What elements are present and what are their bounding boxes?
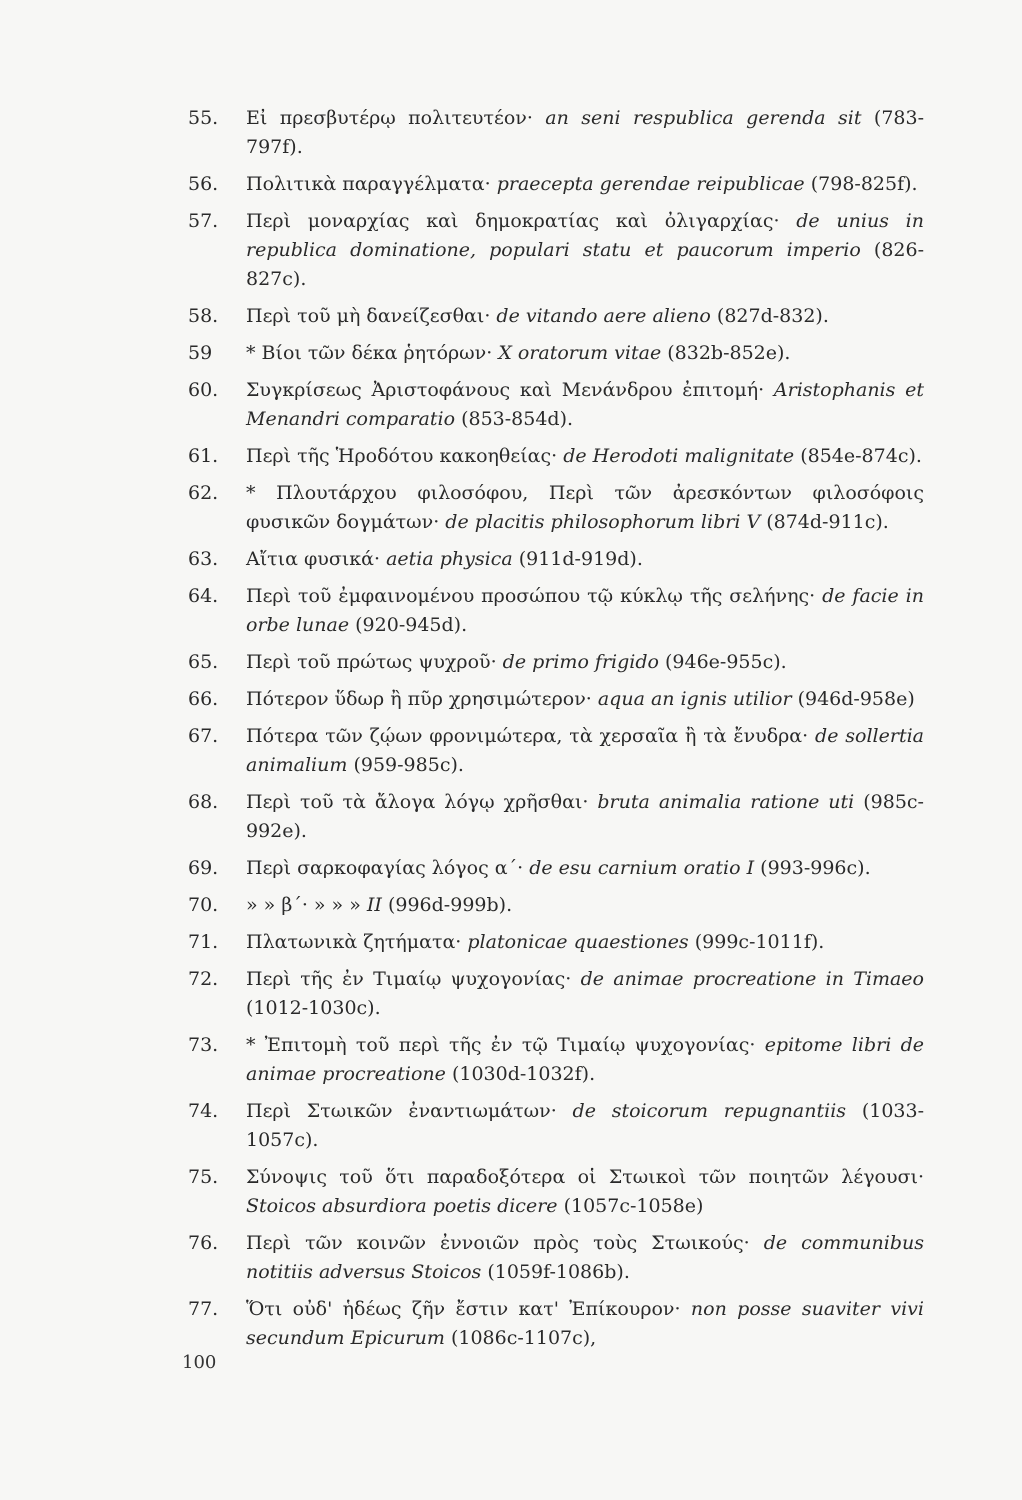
page-reference: (832b-852e). xyxy=(667,342,791,364)
latin-title: de facie in orbe lunae xyxy=(246,585,924,636)
page-reference: (1057c-1058e) xyxy=(563,1195,704,1217)
entry-number: 68. xyxy=(188,791,219,813)
list-item xyxy=(188,1031,924,1089)
list-item xyxy=(188,928,924,957)
latin-title: X oratorum vitae xyxy=(498,342,662,364)
greek-title: Περὶ τοῦ ἐμφαινομένου προσώπου τῷ κύκλῳ τῆς σελήνης· xyxy=(246,585,816,607)
page-reference: (959-985c). xyxy=(353,754,464,776)
list-item xyxy=(188,582,924,640)
greek-title: Περὶ μοναρχίας καὶ δημοκρατίας καὶ ὀλιγαρχίας· xyxy=(246,210,780,232)
page-reference: (826-827c). xyxy=(246,239,925,290)
greek-title: * Ἐπιτομὴ τοῦ περὶ τῆς ἐν τῷ Τιμαίῳ ψυχογονίας· xyxy=(246,1034,756,1056)
latin-title: de stoicorum repugnantiis xyxy=(572,1100,847,1122)
list-item xyxy=(188,648,924,677)
page-reference: (854e-874c). xyxy=(800,445,922,467)
entry-number: 72. xyxy=(188,968,219,990)
latin-title: de animae procreatione in Timaeo xyxy=(580,968,924,990)
entry-text xyxy=(246,965,924,1023)
greek-title: Συγκρίσεως Ἀριστοφάνους καὶ Μενάνδρου ἐπιτομή· xyxy=(246,379,765,401)
greek-title: Πότερον ὕδωρ ἢ πῦρ χρησιμώτερον· xyxy=(246,688,592,710)
entry-number: 58. xyxy=(188,305,219,327)
latin-title: aqua an ignis utilior xyxy=(597,688,792,710)
greek-title: Περὶ τοῦ μὴ δανείζεσθαι· xyxy=(246,305,491,327)
entry-text xyxy=(246,1031,924,1089)
greek-title: Αἴτια φυσικά· xyxy=(246,548,381,570)
entry-number: 74. xyxy=(188,1100,219,1122)
list-item xyxy=(188,891,924,920)
list-item xyxy=(188,442,924,471)
list-item xyxy=(188,1097,924,1155)
list-item xyxy=(188,854,924,883)
greek-title: Πότερα τῶν ζῴων φρονιμώτερα, τὰ χερσαῖα ἢ τὰ ἔνυδρα· xyxy=(246,725,809,747)
entry-text xyxy=(246,582,924,640)
entry-text xyxy=(246,170,924,199)
greek-title: Πολιτικὰ παραγγέλματα· xyxy=(246,173,491,195)
entry-text xyxy=(246,339,924,368)
greek-title: * Πλουτάρχου φιλοσόφου, Περὶ τῶν ἀρεσκόντων φιλοσόφοις φυσικῶν δογμάτων· xyxy=(246,482,924,533)
latin-title: non posse suaviter vivi secundum Epicurum xyxy=(246,1298,924,1349)
page-reference: (996d-999b). xyxy=(387,894,513,916)
entry-number: 56. xyxy=(188,173,219,195)
page-reference: (920-945d). xyxy=(355,614,468,636)
page-reference: (1059f-1086b). xyxy=(487,1261,630,1283)
greek-title: Περὶ τοῦ τὰ ἄλογα λόγῳ χρῆσθαι· xyxy=(246,791,589,813)
page-reference: (993-996c). xyxy=(760,857,871,879)
list-item xyxy=(188,207,924,294)
entry-text xyxy=(246,442,924,471)
entry-number: 77. xyxy=(188,1298,219,1320)
entry-text xyxy=(246,685,924,714)
list-item xyxy=(188,1229,924,1287)
latin-title: de communibus notitiis adversus Stoicos xyxy=(246,1232,924,1283)
latin-title: Stoicos absurdiora poetis dicere xyxy=(246,1195,558,1217)
entry-number: 64. xyxy=(188,585,219,607)
list-item xyxy=(188,170,924,199)
list-item xyxy=(188,339,924,368)
entry-text xyxy=(246,376,924,434)
latin-title: epitome libri de animae procreatione xyxy=(246,1034,924,1085)
list-item xyxy=(188,1163,924,1221)
entry-number: 67. xyxy=(188,725,219,747)
page-reference: (985c-992e). xyxy=(246,791,924,842)
latin-title: aetia physica xyxy=(386,548,513,570)
entry-list xyxy=(188,104,924,1361)
entry-number: 59 xyxy=(188,342,213,364)
entry-text xyxy=(246,1229,924,1287)
entry-text xyxy=(246,302,924,331)
page-reference: (1033-1057c). xyxy=(246,1100,924,1151)
entry-number: 61. xyxy=(188,445,219,467)
entry-number: 76. xyxy=(188,1232,219,1254)
entry-text xyxy=(246,545,924,574)
greek-title: » » β΄· » » » xyxy=(246,894,361,916)
latin-title: de unius in republica dominatione, populari statu et paucorum imperio xyxy=(246,210,924,261)
latin-title: de sollertia animalium xyxy=(246,725,924,776)
page-reference: (1086c-1107c), xyxy=(450,1327,597,1349)
entry-number: 60. xyxy=(188,379,219,401)
entry-text xyxy=(246,854,924,883)
page-reference: (999c-1011f). xyxy=(694,931,825,953)
page-number: 100 xyxy=(182,1352,217,1373)
entry-number: 66. xyxy=(188,688,219,710)
page-reference: (946d-958e) xyxy=(797,688,915,710)
entry-text xyxy=(246,207,924,294)
page-reference: (827d-832). xyxy=(716,305,829,327)
page-reference: (911d-919d). xyxy=(518,548,643,570)
entry-number: 65. xyxy=(188,651,219,673)
greek-title: Σύνοψις τοῦ ὅτι παραδοξότερα οἱ Στωικοὶ τῶν ποιητῶν λέγουσι· xyxy=(246,1166,924,1188)
entry-text xyxy=(246,1163,924,1221)
entry-text xyxy=(246,1097,924,1155)
latin-title: platonicae quaestiones xyxy=(467,931,689,953)
greek-title: Περὶ σαρκοφαγίας λόγος α΄· xyxy=(246,857,524,879)
list-item xyxy=(188,104,924,162)
entry-number: 69. xyxy=(188,857,219,879)
entry-text xyxy=(246,479,924,537)
page-reference: (1012-1030c). xyxy=(246,997,381,1019)
entry-text xyxy=(246,891,924,920)
list-item xyxy=(188,965,924,1023)
entry-number: 55. xyxy=(188,107,219,129)
entry-text xyxy=(246,788,924,846)
entry-number: 57. xyxy=(188,210,219,232)
greek-title: Περὶ τοῦ πρώτως ψυχροῦ· xyxy=(246,651,497,673)
entry-number: 75. xyxy=(188,1166,219,1188)
entry-text xyxy=(246,722,924,780)
greek-title: * Βίοι τῶν δέκα ῥητόρων· xyxy=(246,342,493,364)
entry-text xyxy=(246,1295,924,1353)
list-item xyxy=(188,722,924,780)
greek-title: Περὶ τῆς ἐν Τιμαίῳ ψυχογονίας· xyxy=(246,968,572,990)
entry-text xyxy=(246,928,924,957)
latin-title: de esu carnium oratio I xyxy=(529,857,755,879)
list-item xyxy=(188,376,924,434)
list-item xyxy=(188,685,924,714)
entry-text xyxy=(246,104,924,162)
list-item xyxy=(188,479,924,537)
page-reference: (783-797f). xyxy=(246,107,925,158)
latin-title: de Herodoti malignitate xyxy=(563,445,795,467)
page-reference: (1030d-1032f). xyxy=(451,1063,596,1085)
greek-title: Περὶ Στωικῶν ἐναντιωμάτων· xyxy=(246,1100,557,1122)
entry-number: 71. xyxy=(188,931,219,953)
greek-title: Πλατωνικὰ ζητήματα· xyxy=(246,931,462,953)
page-reference: (874d-911c). xyxy=(766,511,889,533)
latin-title: II xyxy=(366,894,382,916)
entry-number: 62. xyxy=(188,482,219,504)
latin-title: praecepta gerendae reipublicae xyxy=(496,173,805,195)
page-reference: (798-825f). xyxy=(810,173,918,195)
entry-number: 63. xyxy=(188,548,219,570)
greek-title: Εἰ πρεσβυτέρῳ πολιτευτέον· xyxy=(246,107,533,129)
page-reference: (946e-955c). xyxy=(665,651,787,673)
latin-title: de placitis philosophorum libri V xyxy=(445,511,761,533)
greek-title: Ὅτι οὐδ' ἡδέως ζῆν ἔστιν κατ' Ἐπίκουρον· xyxy=(246,1298,681,1320)
list-item xyxy=(188,788,924,846)
list-item xyxy=(188,1295,924,1353)
page-reference: (853-854d). xyxy=(461,408,574,430)
list-item xyxy=(188,302,924,331)
entry-number: 73. xyxy=(188,1034,219,1056)
greek-title: Περὶ τῆς Ἡροδότου κακοηθείας· xyxy=(246,445,558,467)
latin-title: de vitando aere alieno xyxy=(496,305,711,327)
latin-title: bruta animalia ratione uti xyxy=(597,791,855,813)
latin-title: Aristophanis et Menandri comparatio xyxy=(246,379,925,430)
list-item xyxy=(188,545,924,574)
latin-title: an seni respublica gerenda sit xyxy=(545,107,862,129)
entry-number: 70. xyxy=(188,894,219,916)
latin-title: de primo frigido xyxy=(502,651,659,673)
entry-text xyxy=(246,648,924,677)
greek-title: Περὶ τῶν κοινῶν ἐννοιῶν πρὸς τοὺς Στωικούς· xyxy=(246,1232,750,1254)
